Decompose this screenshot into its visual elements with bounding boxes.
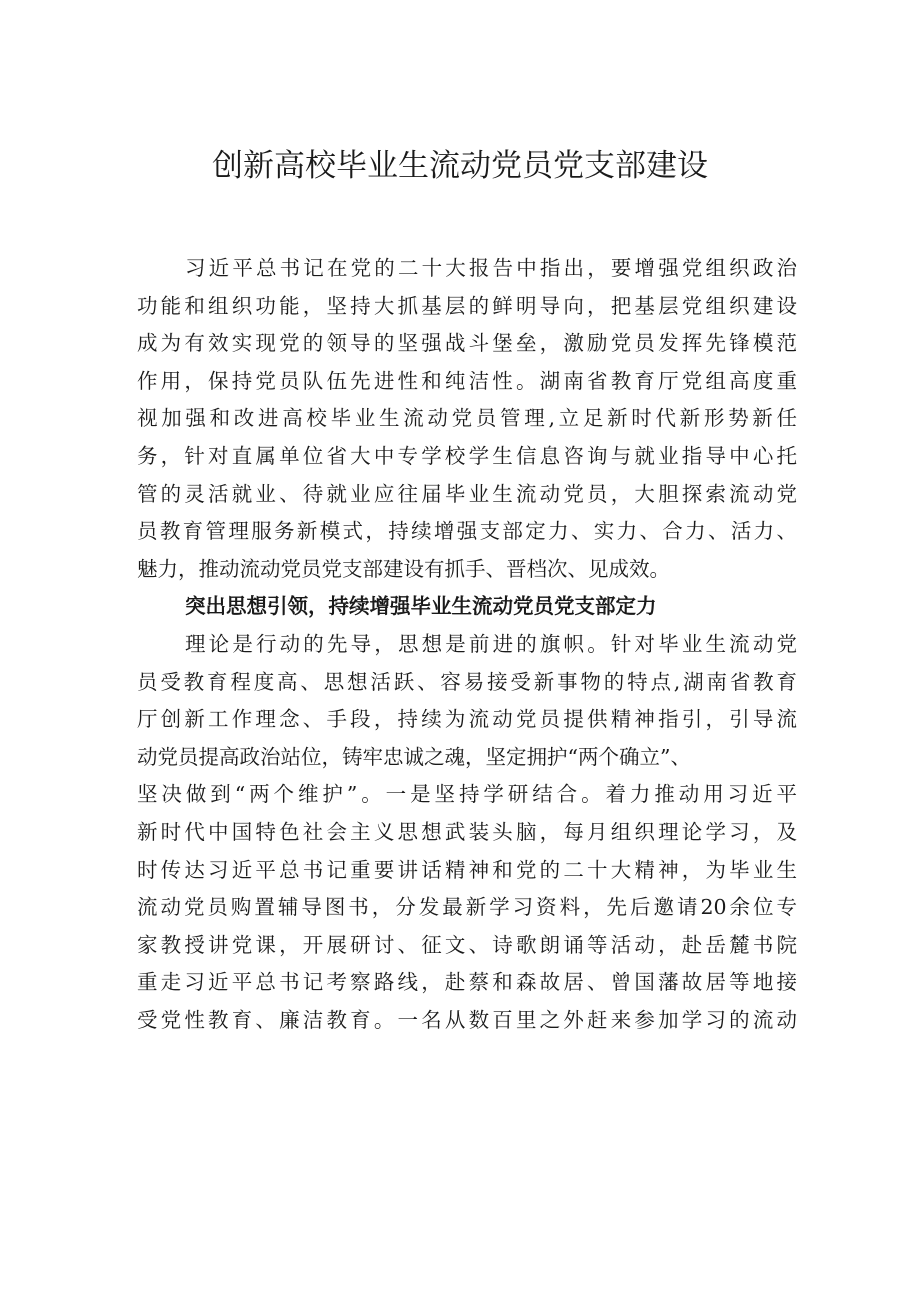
paragraph-2-line: 家教授讲党课，开展研讨、征文、诗歌朗诵等活动，赴岳麓书院 [137, 932, 797, 957]
paragraph-2-line: 新时代中国特色社会主义思想武装头脑，每月组织理论学习，及 [137, 819, 797, 844]
paragraph-1-line: 视加强和改进高校毕业生流动党员管理,立足新时代新形势新任 [137, 406, 797, 431]
paragraph-1-line: 成为有效实现党的领导的坚强战斗堡垒，激励党员发挥先锋模范 [137, 331, 797, 356]
document-title: 创新高校毕业生流动党员党支部建设 [212, 148, 708, 184]
paragraph-2-line: 动党员提高政治站位，铸牢忠诚之魂，坚定拥护“两个确立”、 [137, 744, 691, 769]
paragraph-2-line: 时传达习近平总书记重要讲话精神和党的二十大精神，为毕业生 [137, 857, 797, 882]
paragraph-1-line: 魅力，推动流动党员党支部建设有抓手、晋档次、见成效。 [137, 556, 670, 581]
document-body [137, 250, 797, 1039]
paragraph-1-line: 作用，保持党员队伍先进性和纯洁性。湖南省教育厅党组高度重 [137, 368, 797, 393]
paragraph-2-line: 员受教育程度高、思想活跃、容易接受新事物的特点,湖南省教育 [137, 669, 797, 694]
paragraph-2-line: 坚决做到“两个维护”。一是坚持学研结合。着力推动用习近平 [137, 782, 797, 807]
paragraph-1-line: 员教育管理服务新模式，持续增强支部定力、实力、合力、活力、 [137, 519, 797, 544]
paragraph-1-line: 功能和组织功能，坚持大抓基层的鲜明导向，把基层党组织建设 [137, 293, 797, 318]
paragraph-2-line: 重走习近平总书记考察路线，赴蔡和森故居、曾国藩故居等地接 [137, 970, 797, 995]
paragraph-2-line: 理论是行动的先导，思想是前进的旗帜。针对毕业生流动党 [185, 631, 797, 656]
paragraph-1-line: 习近平总书记在党的二十大报告中指出，要增强党组织政治 [185, 256, 797, 280]
paragraph-1-line: 务，针对直属单位省大中专学校学生信息咨询与就业指导中心托 [137, 443, 797, 468]
section-heading: 突出思想引领，持续增强毕业生流动党员党支部定力 [185, 594, 657, 619]
paragraph-2-line: 受党性教育、廉洁教育。一名从数百里之外赶来参加学习的流动 [137, 1007, 797, 1032]
paragraph-2-line: 厅创新工作理念、手段，持续为流动党员提供精神指引，引导流 [137, 707, 797, 732]
paragraph-1-line: 管的灵活就业、待就业应往届毕业生流动党员，大胆探索流动党 [137, 481, 797, 506]
paragraph-2-line: 流动党员购置辅导图书，分发最新学习资料，先后邀请20余位专 [137, 895, 797, 920]
